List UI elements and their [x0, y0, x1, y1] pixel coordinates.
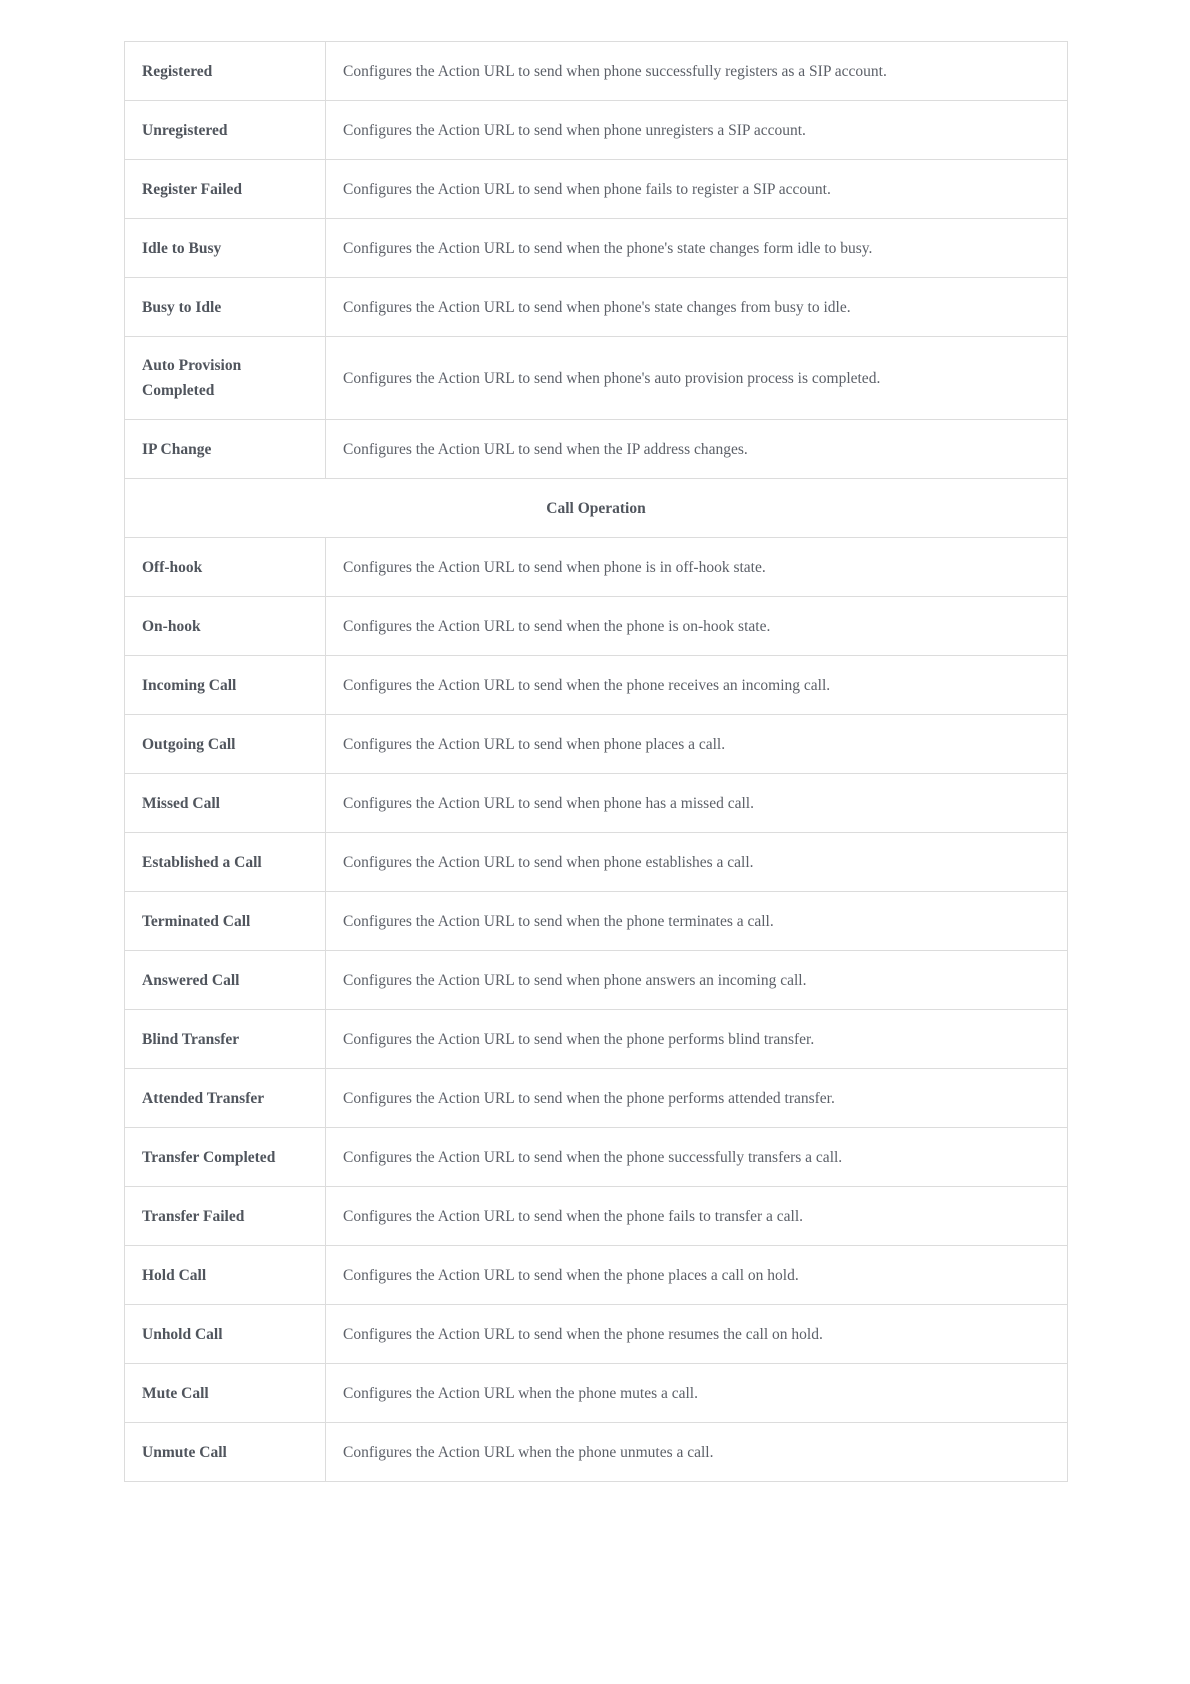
param-name: Answered Call: [125, 951, 326, 1010]
param-name: Register Failed: [125, 160, 326, 219]
param-name: IP Change: [125, 420, 326, 479]
param-name: Outgoing Call: [125, 715, 326, 774]
param-description: Configures the Action URL to send when phone is in off-hook state.: [326, 538, 1068, 597]
param-description: Configures the Action URL to send when phone places a call.: [326, 715, 1068, 774]
param-description: Configures the Action URL when the phone mutes a call.: [326, 1364, 1068, 1423]
table-row: [125, 538, 1068, 597]
param-description: Configures the Action URL to send when the phone is on-hook state.: [326, 597, 1068, 656]
action-url-table: [124, 41, 1068, 1482]
param-description: Configures the Action URL to send when the phone successfully transfers a call.: [326, 1128, 1068, 1187]
table-row: [125, 1069, 1068, 1128]
param-name: Incoming Call: [125, 656, 326, 715]
param-name: Transfer Failed: [125, 1187, 326, 1246]
param-name: Unmute Call: [125, 1423, 326, 1482]
param-name: Unregistered: [125, 101, 326, 160]
table-row: [125, 1187, 1068, 1246]
table-row: [125, 101, 1068, 160]
param-name: Hold Call: [125, 1246, 326, 1305]
param-description: Configures the Action URL to send when the phone resumes the call on hold.: [326, 1305, 1068, 1364]
table-row: [125, 1128, 1068, 1187]
param-description: Configures the Action URL to send when the IP address changes.: [326, 420, 1068, 479]
section-title: Call Operation: [125, 479, 1068, 538]
param-name: On-hook: [125, 597, 326, 656]
table-row: [125, 1305, 1068, 1364]
table-row: [125, 715, 1068, 774]
param-name: Mute Call: [125, 1364, 326, 1423]
table-row: [125, 278, 1068, 337]
param-description: Configures the Action URL to send when phone unregisters a SIP account.: [326, 101, 1068, 160]
param-description: Configures the Action URL to send when the phone fails to transfer a call.: [326, 1187, 1068, 1246]
table-row: [125, 1010, 1068, 1069]
table-row: [125, 656, 1068, 715]
table-row: [125, 1423, 1068, 1482]
table-row: [125, 1364, 1068, 1423]
param-description: Configures the Action URL to send when the phone places a call on hold.: [326, 1246, 1068, 1305]
param-description: Configures the Action URL to send when the phone terminates a call.: [326, 892, 1068, 951]
table-row: [125, 892, 1068, 951]
table-row: [125, 774, 1068, 833]
table-row: [125, 337, 1068, 420]
param-description: Configures the Action URL to send when phone's state changes from busy to idle.: [326, 278, 1068, 337]
param-description: Configures the Action URL to send when the phone receives an incoming call.: [326, 656, 1068, 715]
param-name: Transfer Completed: [125, 1128, 326, 1187]
param-description: Configures the Action URL to send when the phone performs blind transfer.: [326, 1010, 1068, 1069]
table-row: [125, 420, 1068, 479]
param-name: Auto Provision Completed: [125, 337, 326, 420]
table-row: [125, 160, 1068, 219]
param-description: Configures the Action URL to send when the phone performs attended transfer.: [326, 1069, 1068, 1128]
table-row: [125, 597, 1068, 656]
param-description: Configures the Action URL to send when phone establishes a call.: [326, 833, 1068, 892]
param-name: Attended Transfer: [125, 1069, 326, 1128]
param-name: Off-hook: [125, 538, 326, 597]
param-name: Terminated Call: [125, 892, 326, 951]
param-name: Registered: [125, 42, 326, 101]
param-description: Configures the Action URL to send when phone answers an incoming call.: [326, 951, 1068, 1010]
param-name: Unhold Call: [125, 1305, 326, 1364]
param-name: Idle to Busy: [125, 219, 326, 278]
param-name: Blind Transfer: [125, 1010, 326, 1069]
param-name: Busy to Idle: [125, 278, 326, 337]
table-row: [125, 951, 1068, 1010]
section-row: [125, 479, 1068, 538]
table-row: [125, 219, 1068, 278]
param-description: Configures the Action URL to send when phone fails to register a SIP account.: [326, 160, 1068, 219]
param-name: Established a Call: [125, 833, 326, 892]
table-row: [125, 833, 1068, 892]
param-name: Missed Call: [125, 774, 326, 833]
param-description: Configures the Action URL to send when the phone's state changes form idle to busy.: [326, 219, 1068, 278]
param-description: Configures the Action URL to send when phone's auto provision process is completed.: [326, 337, 1068, 420]
table-row: [125, 42, 1068, 101]
table-row: [125, 1246, 1068, 1305]
param-description: Configures the Action URL to send when phone has a missed call.: [326, 774, 1068, 833]
param-description: Configures the Action URL to send when phone successfully registers as a SIP account.: [326, 42, 1068, 101]
param-description: Configures the Action URL when the phone unmutes a call.: [326, 1423, 1068, 1482]
